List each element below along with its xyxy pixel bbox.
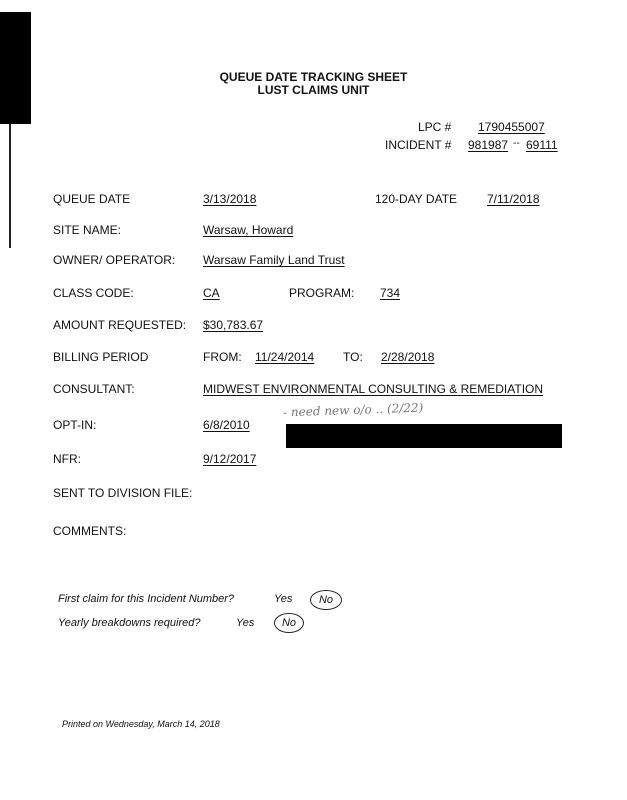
class-code-label: CLASS CODE: [53, 286, 134, 300]
question-first-claim: First claim for this Incident Number? [58, 593, 235, 605]
program-value: 734 [380, 286, 401, 300]
to-value: 2/28/2018 [381, 350, 435, 364]
class-code-value: CA [203, 286, 220, 300]
billing-label: BILLING PERIOD [53, 350, 149, 364]
site-name-label: SITE NAME: [53, 223, 122, 237]
day120-value: 7/11/2018 [487, 192, 540, 206]
printed-date: Printed on Wednesday, March 14, 2018 [62, 719, 220, 729]
redaction-box [286, 424, 562, 448]
from-label: FROM: [203, 350, 242, 364]
sheet-subtitle: LUST CLAIMS UNIT [257, 83, 370, 97]
incident-separator: -- [513, 138, 520, 149]
day120-label: 120-DAY DATE [375, 192, 458, 206]
optin-value: 6/8/2010 [203, 418, 250, 432]
question-yearly-breakdowns-no-circled: No [274, 613, 304, 633]
amount-label: AMOUNT REQUESTED: [53, 318, 187, 332]
question-first-claim-yes: Yes [274, 593, 293, 605]
sent-to-division-label: SENT TO DIVISION FILE: [53, 486, 193, 500]
comments-label: COMMENTS: [53, 524, 127, 538]
nfr-value: 9/12/2017 [203, 452, 257, 466]
incident-label: INCIDENT # [385, 138, 452, 152]
lpc-value: 1790455007 [478, 120, 545, 134]
consultant-label: CONSULTANT: [53, 382, 135, 396]
queue-date-label: QUEUE DATE [53, 192, 131, 206]
question-first-claim-no-circled: No [310, 590, 342, 610]
site-name-value: Warsaw, Howard [203, 223, 294, 237]
consultant-value: MIDWEST ENVIRONMENTAL CONSULTING & REMEDIATION [203, 382, 544, 396]
to-label: TO: [343, 350, 363, 364]
queue-date-value: 3/13/2018 [203, 192, 257, 206]
nfr-label: NFR: [53, 452, 81, 466]
lpc-label: LPC # [418, 120, 452, 134]
scan-margin-line [9, 124, 11, 248]
incident-value-1: 981987 [468, 138, 509, 152]
owner-value: Warsaw Family Land Trust [203, 253, 345, 267]
sheet-title: QUEUE DATE TRACKING SHEET [219, 70, 408, 84]
program-label: PROGRAM: [289, 286, 355, 300]
scan-margin-bar [0, 12, 31, 124]
owner-label: OWNER/ OPERATOR: [53, 253, 176, 267]
question-yearly-breakdowns-yes: Yes [236, 617, 255, 629]
handwritten-note: - need new o/o .. (2/22) [282, 400, 424, 420]
question-yearly-breakdowns: Yearly breakdowns required? [58, 617, 201, 629]
optin-label: OPT-IN: [53, 418, 97, 432]
incident-value-2: 69111 [526, 138, 558, 152]
from-value: 11/24/2014 [255, 350, 315, 364]
amount-value: $30,783.67 [203, 318, 264, 332]
